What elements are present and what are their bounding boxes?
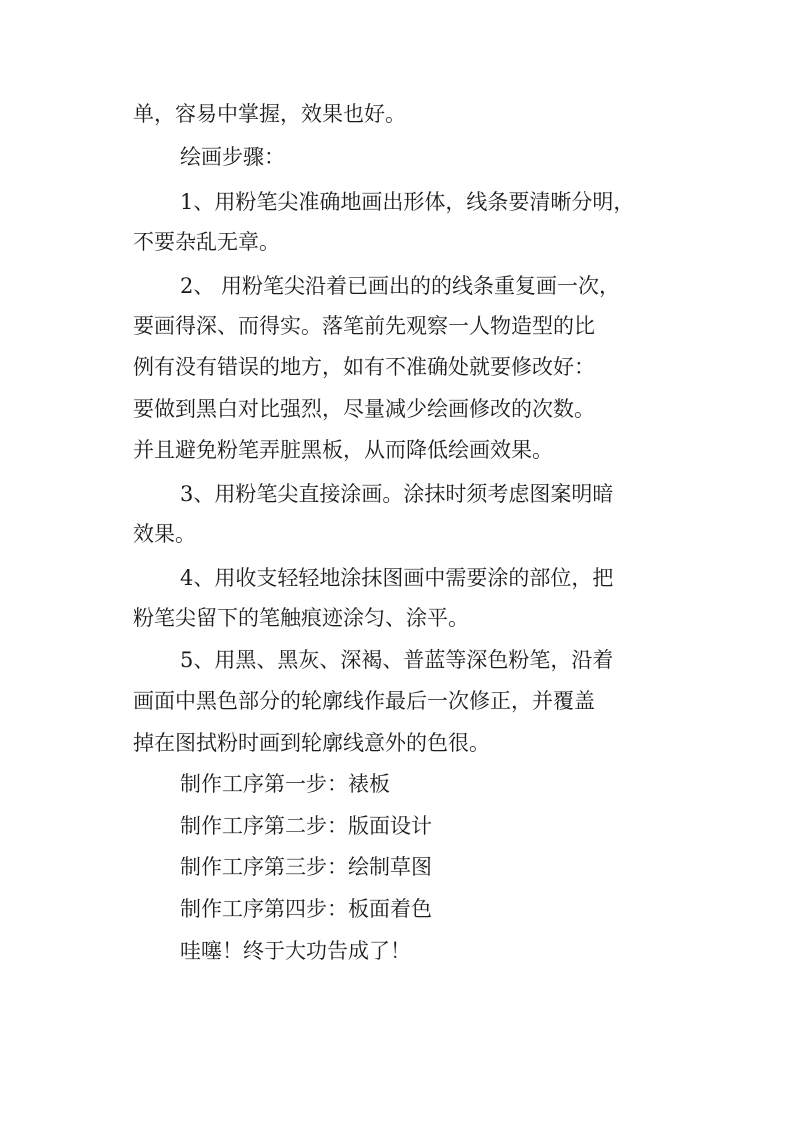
text-line: 粉笔尖留下的笔触痕迹涂匀、涂平。 [133, 606, 469, 630]
process-step-line: 制作工序第二步：版面设计 [180, 814, 432, 838]
text-line: 并且避免粉笔弄脏黑板，从而降低绘画效果。 [133, 438, 553, 462]
closing-line: 哇噻！终于大功告成了！ [180, 939, 411, 963]
text-line: 不要杂乱无章。 [133, 230, 280, 254]
text-line: 例有没有错误的地方，如有不准确处就要修改好： [133, 355, 595, 379]
section-heading: 绘画步骤： [180, 145, 285, 169]
process-step-line: 制作工序第三步：绘制草图 [180, 855, 432, 879]
text-line: 5、用黑、黑灰、深褐、普蓝等深色粉笔，沿着 [180, 648, 614, 672]
process-step-line: 制作工序第一步：裱板 [180, 772, 390, 796]
text-line: 画面中黑色部分的轮廓线作最后一次修正，并覆盖 [133, 689, 595, 713]
text-line: 效果。 [133, 522, 196, 546]
text-line: 要做到黑白对比强烈，尽量减少绘画修改的次数。 [133, 397, 595, 421]
text-line: 3、用粉笔尖直接涂画。涂抹时须考虑图案明暗 [180, 482, 614, 506]
process-step-line: 制作工序第四步：板面着色 [180, 897, 432, 921]
text-line: 要画得深、而得实。落笔前先观察一人物造型的比 [133, 314, 595, 338]
text-line: 2、 用粉笔尖沿着已画出的的线条重复画一次， [180, 274, 621, 298]
text-line: 1、用粉笔尖准确地画出形体，线条要清晰分明， [180, 190, 635, 214]
text-line: 4、用收支轻轻地涂抹图画中需要涂的部位，把 [180, 566, 614, 590]
text-line: 单，容易中掌握，效果也好。 [133, 102, 406, 126]
text-line: 掉在图拭粉时画到轮廓线意外的色很。 [133, 731, 490, 755]
